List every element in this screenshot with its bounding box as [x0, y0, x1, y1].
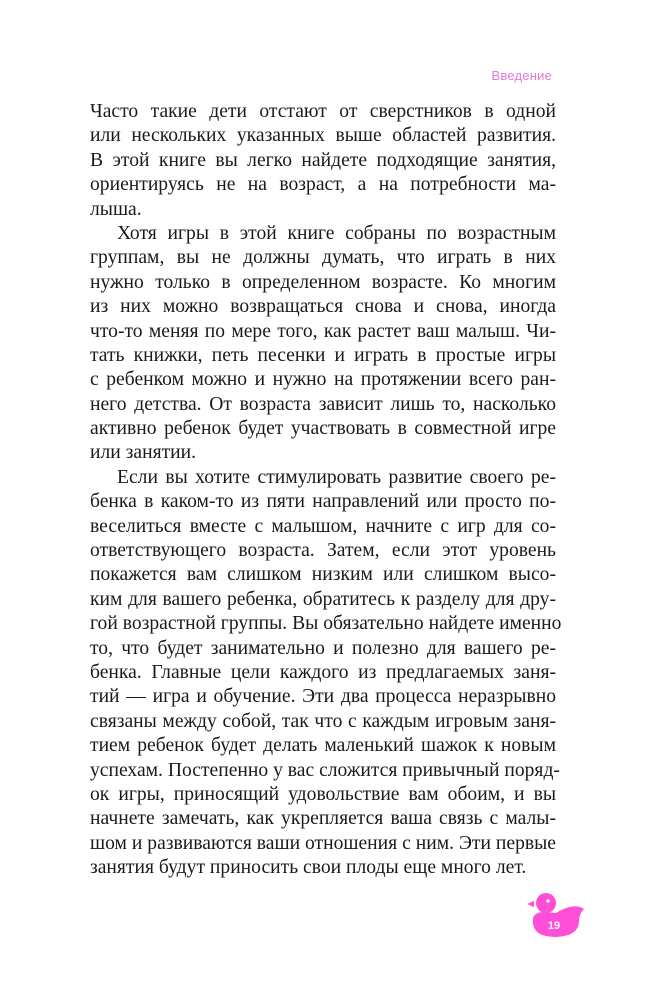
text-line: с ребенком можно и нужно на протяжении всего ран- [90, 369, 556, 391]
text-line: активно ребенок будет участвовать в совместной игре [90, 418, 556, 440]
text-line: гой возрастной группы. Вы обязательно найдете именно [90, 613, 562, 635]
text-line: веселиться вместе с малышом, начните с игр для со- [90, 515, 556, 537]
text-line: начнете замечать, как укрепляется ваша связь с малы- [90, 808, 556, 830]
text-line: бенка в каком-то из пяти направлений или просто по- [90, 491, 556, 513]
text-line: бенка. Главные цели каждого из предлагаемых заня- [90, 661, 556, 683]
text-line: или нескольких указанных выше областей развития. [90, 125, 556, 147]
text-line: Если вы хотите стимулировать развитие своего ре- [117, 466, 556, 488]
text-line: Часто такие дети отстают от сверстников в одной [90, 101, 556, 122]
text-line: Хотя игры в этой книге собраны по возрастным [117, 222, 556, 244]
text-line: тием ребенок будет делать маленький шажок к новым [90, 735, 556, 757]
text-line: него детства. От возраста зависит лишь то, насколько [90, 393, 556, 415]
text-line: ответствующего возраста. Затем, если этот уровень [90, 540, 556, 562]
paragraph-3 [90, 466, 562, 881]
text-line: занятия будут приносить свои плоды еще много лет. [90, 857, 527, 879]
text-line: успехам. Постепенно у вас сложится привычный поряд- [90, 759, 560, 781]
text-body [90, 100, 562, 881]
page-number: 19 [547, 920, 561, 932]
text-line: то, что будет занимательно и полезно для вашего ре- [90, 637, 556, 659]
text-line: из них можно возвращаться снова и снова, иногда [90, 296, 556, 318]
running-head-section: Введение [491, 68, 552, 83]
text-line: ориентируясь не на возраст, а на потребности ма- [90, 174, 556, 196]
rubber-duck-icon [526, 888, 586, 944]
text-line: группам, вы не должны думать, что играть в них [90, 247, 556, 269]
text-line: В этой книге вы легко найдете подходящие занятия, [90, 149, 556, 171]
text-line: шом и развиваются ваши отношения с ним. Эти первые [90, 832, 556, 854]
text-line: связаны между собой, так что с каждым игровым заня- [90, 710, 556, 732]
text-line: или занятии. [90, 442, 197, 464]
text-line: нужно только в определенном возрасте. Ко многим [90, 271, 556, 293]
text-line: что-то меняя по мере того, как растет ваш малыш. Чи- [90, 320, 556, 342]
text-line: тать книжки, петь песенки и играть в простые игры [90, 344, 556, 366]
paragraph-1 [90, 100, 556, 222]
paragraph-2 [90, 222, 556, 466]
text-line: покажется вам слишком низким или слишком высо- [90, 564, 556, 586]
text-line: ким для вашего ребенка, обратитесь к разделу для дру- [90, 588, 556, 610]
text-line: ок игры, приносящий удовольствие вам обоим, и вы [90, 783, 556, 805]
text-line: тий — игра и обучение. Эти два процесса неразрывно [90, 686, 556, 708]
text-line: лыша. [90, 198, 142, 220]
